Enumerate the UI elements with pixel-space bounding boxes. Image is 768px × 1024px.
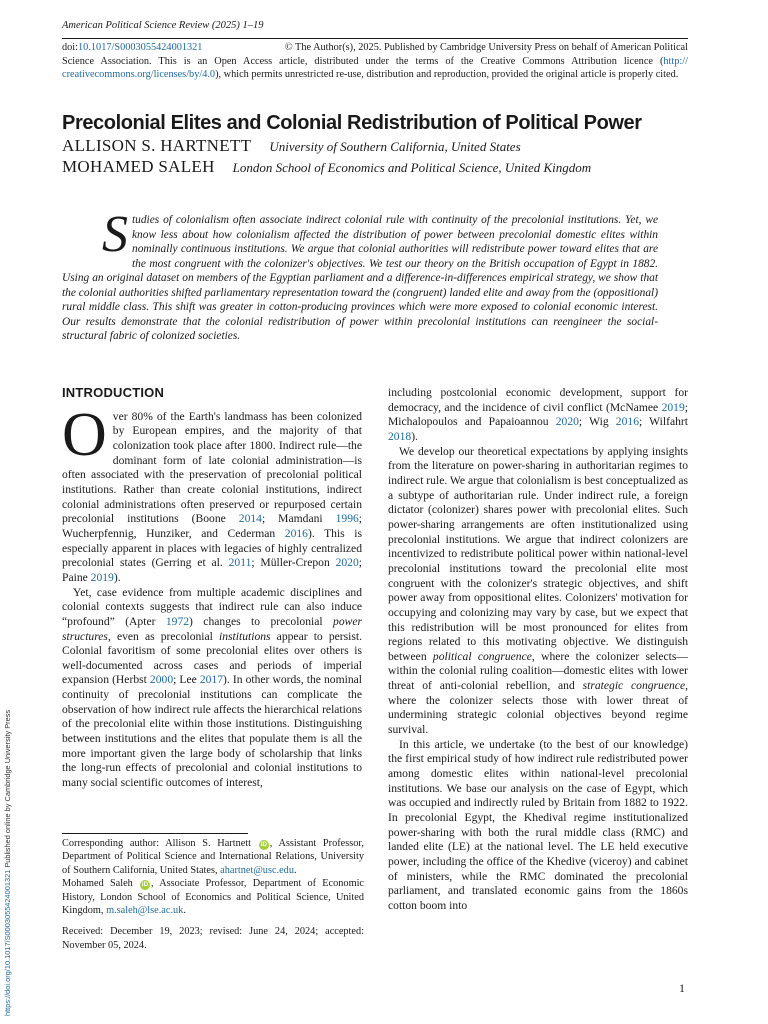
journal-citation: American Political Science Review (2025) 1–19 — [62, 20, 264, 31]
side-doi-strip: https://doi.org/10.1017/S0003055424001321 Published online by Cambridge University Press — [3, 709, 12, 1016]
license-text-a: Science Association. This is an Open Access article, distributed under the terms of the Creative Commons Attribution licence ( — [62, 55, 664, 67]
citation-link[interactable]: 2017 — [199, 673, 224, 687]
license-url-b[interactable]: creativecommons.org/licenses/by/4.0 — [62, 69, 216, 81]
header-divider — [62, 38, 688, 39]
author-name: ALLISON S. HARTNETT — [62, 136, 252, 155]
abstract — [62, 206, 658, 344]
paragraph: including postcolonial economic development, support for democracy, and the incidence of civil conflict (McNamee 2019; Michalopoulos and Papaioannou 2020; Wig 2016; Wilfahrt 2018). — [388, 386, 688, 443]
citation-link[interactable]: 2019 — [661, 400, 685, 414]
paragraph: In this article, we undertake (to the best of our knowledge) the first empirical study of how indirect rule redistributed power among domestic elites within national-level precolonial institutions. We base our analysis on the case of Egypt, which was occupied and indirectly ruled by Britain from 1882 to 1922. In precolonial Egypt, the Khedival regime institutionalized power-sharing with both the rural middle class (RMC) and landed elite (LE) at the national level. The LE held executive power, including the office of the Khedive (viceroy) and cabinet of ministers, while the RMC dominated the precolonial parliament, and translated economic gains from the 1860s cotton boom into — [388, 737, 688, 912]
citation-link[interactable]: 2000 — [149, 673, 174, 687]
citation-link[interactable]: 1996 — [335, 512, 359, 526]
abstract-dropcap: S — [102, 206, 128, 263]
author-affiliation: London School of Economics and Political Science, United Kingdom — [232, 160, 592, 175]
received-dates: Received: December 19, 2023; revised: June 24, 2024; accepted: November 05, 2024. — [62, 926, 364, 951]
orcid-icon[interactable]: iD — [260, 841, 267, 848]
citation-link[interactable]: 2020 — [555, 415, 579, 429]
article-title: Precolonial Elites and Colonial Redistribution of Political Power — [62, 112, 642, 134]
email-link[interactable]: ahartnet@usc.edu — [220, 864, 294, 876]
body-column-right — [388, 386, 688, 914]
section-heading-introduction: INTRODUCTION — [62, 385, 165, 400]
citation-link[interactable]: 2016 — [284, 526, 308, 540]
citation-link[interactable]: 1972 — [165, 614, 190, 628]
license-url-a[interactable]: http:// — [663, 55, 688, 67]
citation-link[interactable]: 2016 — [615, 415, 639, 429]
citation-link[interactable]: 2014 — [238, 512, 262, 526]
citation-link[interactable]: 2018 — [388, 429, 412, 443]
orcid-icon[interactable]: iD — [141, 881, 149, 889]
doi-link[interactable]: 10.1017/S0003055424001321 — [78, 42, 203, 53]
paragraph: Over 80% of the Earth's landmass has been colonized by European empires, and the majority of that colonization took place after 1800. Indirect rule—the dominant form of late colonial administration—is often associated with the preservation of precolonial political institutions. Rather than create colonial institutions, indirect colonial administrations often preserved or repurposed certain precolonial institutions (Boone 2014; Mamdani 1996; Wucherpfennig, Hunziker, and Cederman 2016). This is especially apparent in places with legacies of highly centralized precolonial states (Gerring et al. 2011; Müller-Crepon 2020; Paine 2019). — [62, 400, 363, 584]
citation-link[interactable]: 2011 — [228, 556, 252, 570]
author-row-1 — [62, 136, 521, 156]
license-line-1: © The Author(s), 2025. Published by Cambridge University Press on behalf of American Political — [284, 42, 688, 53]
corresponding-author-note: Corresponding author: Allison S. Hartnett iD , Assistant Professor, Department of Political Science and International Relations, University of Southern California, United States, ahartnet@usc.edu. — [62, 838, 364, 876]
body-column-left — [62, 386, 362, 791]
coauthor-note: Mohamed Saleh iD , Associate Professor, Department of Economic History, London School of Economics and Political Science, United Kingdom, m.saleh@lse.ac.uk. — [62, 878, 365, 917]
page-number: 1 — [679, 981, 685, 995]
paragraph: We develop our theoretical expectations by applying insights from the literature on power-sharing in authoritarian regimes to indirect rule. We argue that colonialism is best conceptualized as a subtype of authoritarian rule. Under indirect rule, a foreign dictator (colonizer) shares power with precolonial elites. Such power-sharing arrangements are often institutionalized using precolonial institutions. We argue that indirect colonizers are incentivized to redistribute political power within national-level precolonial institutions toward the precolonial elite most congruent with the colonizer's strategic objectives, and shift power away from oppositional elites. Colonizers' motivation for occupying and colonizing may vary by case, but we expect that this redistribution will be most pronounced for elites from regions related to this motivating objective. We distinguish between political congruence, where the colonizer selects—within the colonial ruling coalition—domestic elites with lower threat of anti-colonial rebellion, and strategic congruence, where the colonizer selects those with lower threat of undermining strategic colonial objectives beyond regime survival. — [388, 444, 689, 737]
author-name: MOHAMED SALEH — [62, 157, 215, 176]
license-block — [62, 41, 688, 82]
footnote-divider — [62, 833, 248, 834]
author-affiliation: University of Southern California, United States — [269, 139, 521, 154]
citation-link[interactable]: 2019 — [90, 570, 114, 584]
license-text-b: ), which permits unrestricted re-use, distribution and reproduction, provided the original article is properly cited. — [215, 69, 679, 81]
side-doi-link[interactable]: https://doi.org/10.1017/S0003055424001321 — [3, 869, 12, 1016]
email-link[interactable]: m.saleh@lse.ac.uk — [106, 905, 184, 917]
citation-link[interactable]: 2020 — [335, 556, 359, 570]
abstract-text: tudies of colonialism often associate indirect colonial rule with continuity of the precolonial institutions. Yet, we know less about how colonialism affected the distribution of power between precolonial domestic elites within nominally continuous institutions. We argue that colonial authorities will redistribute power toward elites that are the most congruent with the colonizer's objectives. We test our theory on the British occupation of Egypt in 1882. Using an original dataset on members of the Egyptian parliament and a difference-in-differences empirical strategy, we show that the colonial authorities shifted parliamentary representation toward the (congruent) landed elite and away from the (oppositional) rural middle class. This shift was greater in cotton-producing provinces which were more exposed to colonial economic interest. Our results demonstrate that the colonial redistribution of power within precolonial institutions can reengineer the social-structural fabric of colonized societies. — [62, 214, 658, 342]
paragraph: Yet, case evidence from multiple academic disciplines and colonial contexts suggests that indirect rule can also induce “profound” (Apter 1972) changes to precolonial power structures, even as precolonial institutions appear to persist. Colonial favoritism of some precolonial elites over others is well-documented across cases and periods of imperial expansion (Herbst 2000; Lee 2017). In other words, the nominal continuity of precolonial institutions can complicate the observation of how indirect rule affects the hierarchical relations of the precolonial elite within those institutions. Distinguishing between institutions and the elites that populate them is all the more important given the large body of scholarship that links the long-run effects of precolonial and colonial institutions to many social scientific outcomes of interest, — [62, 585, 362, 790]
intro-dropcap: O — [62, 400, 107, 469]
doi: doi:10.1017/S0003055424001321 — [62, 42, 203, 53]
footnotes — [62, 837, 364, 952]
author-row-2 — [62, 157, 591, 177]
